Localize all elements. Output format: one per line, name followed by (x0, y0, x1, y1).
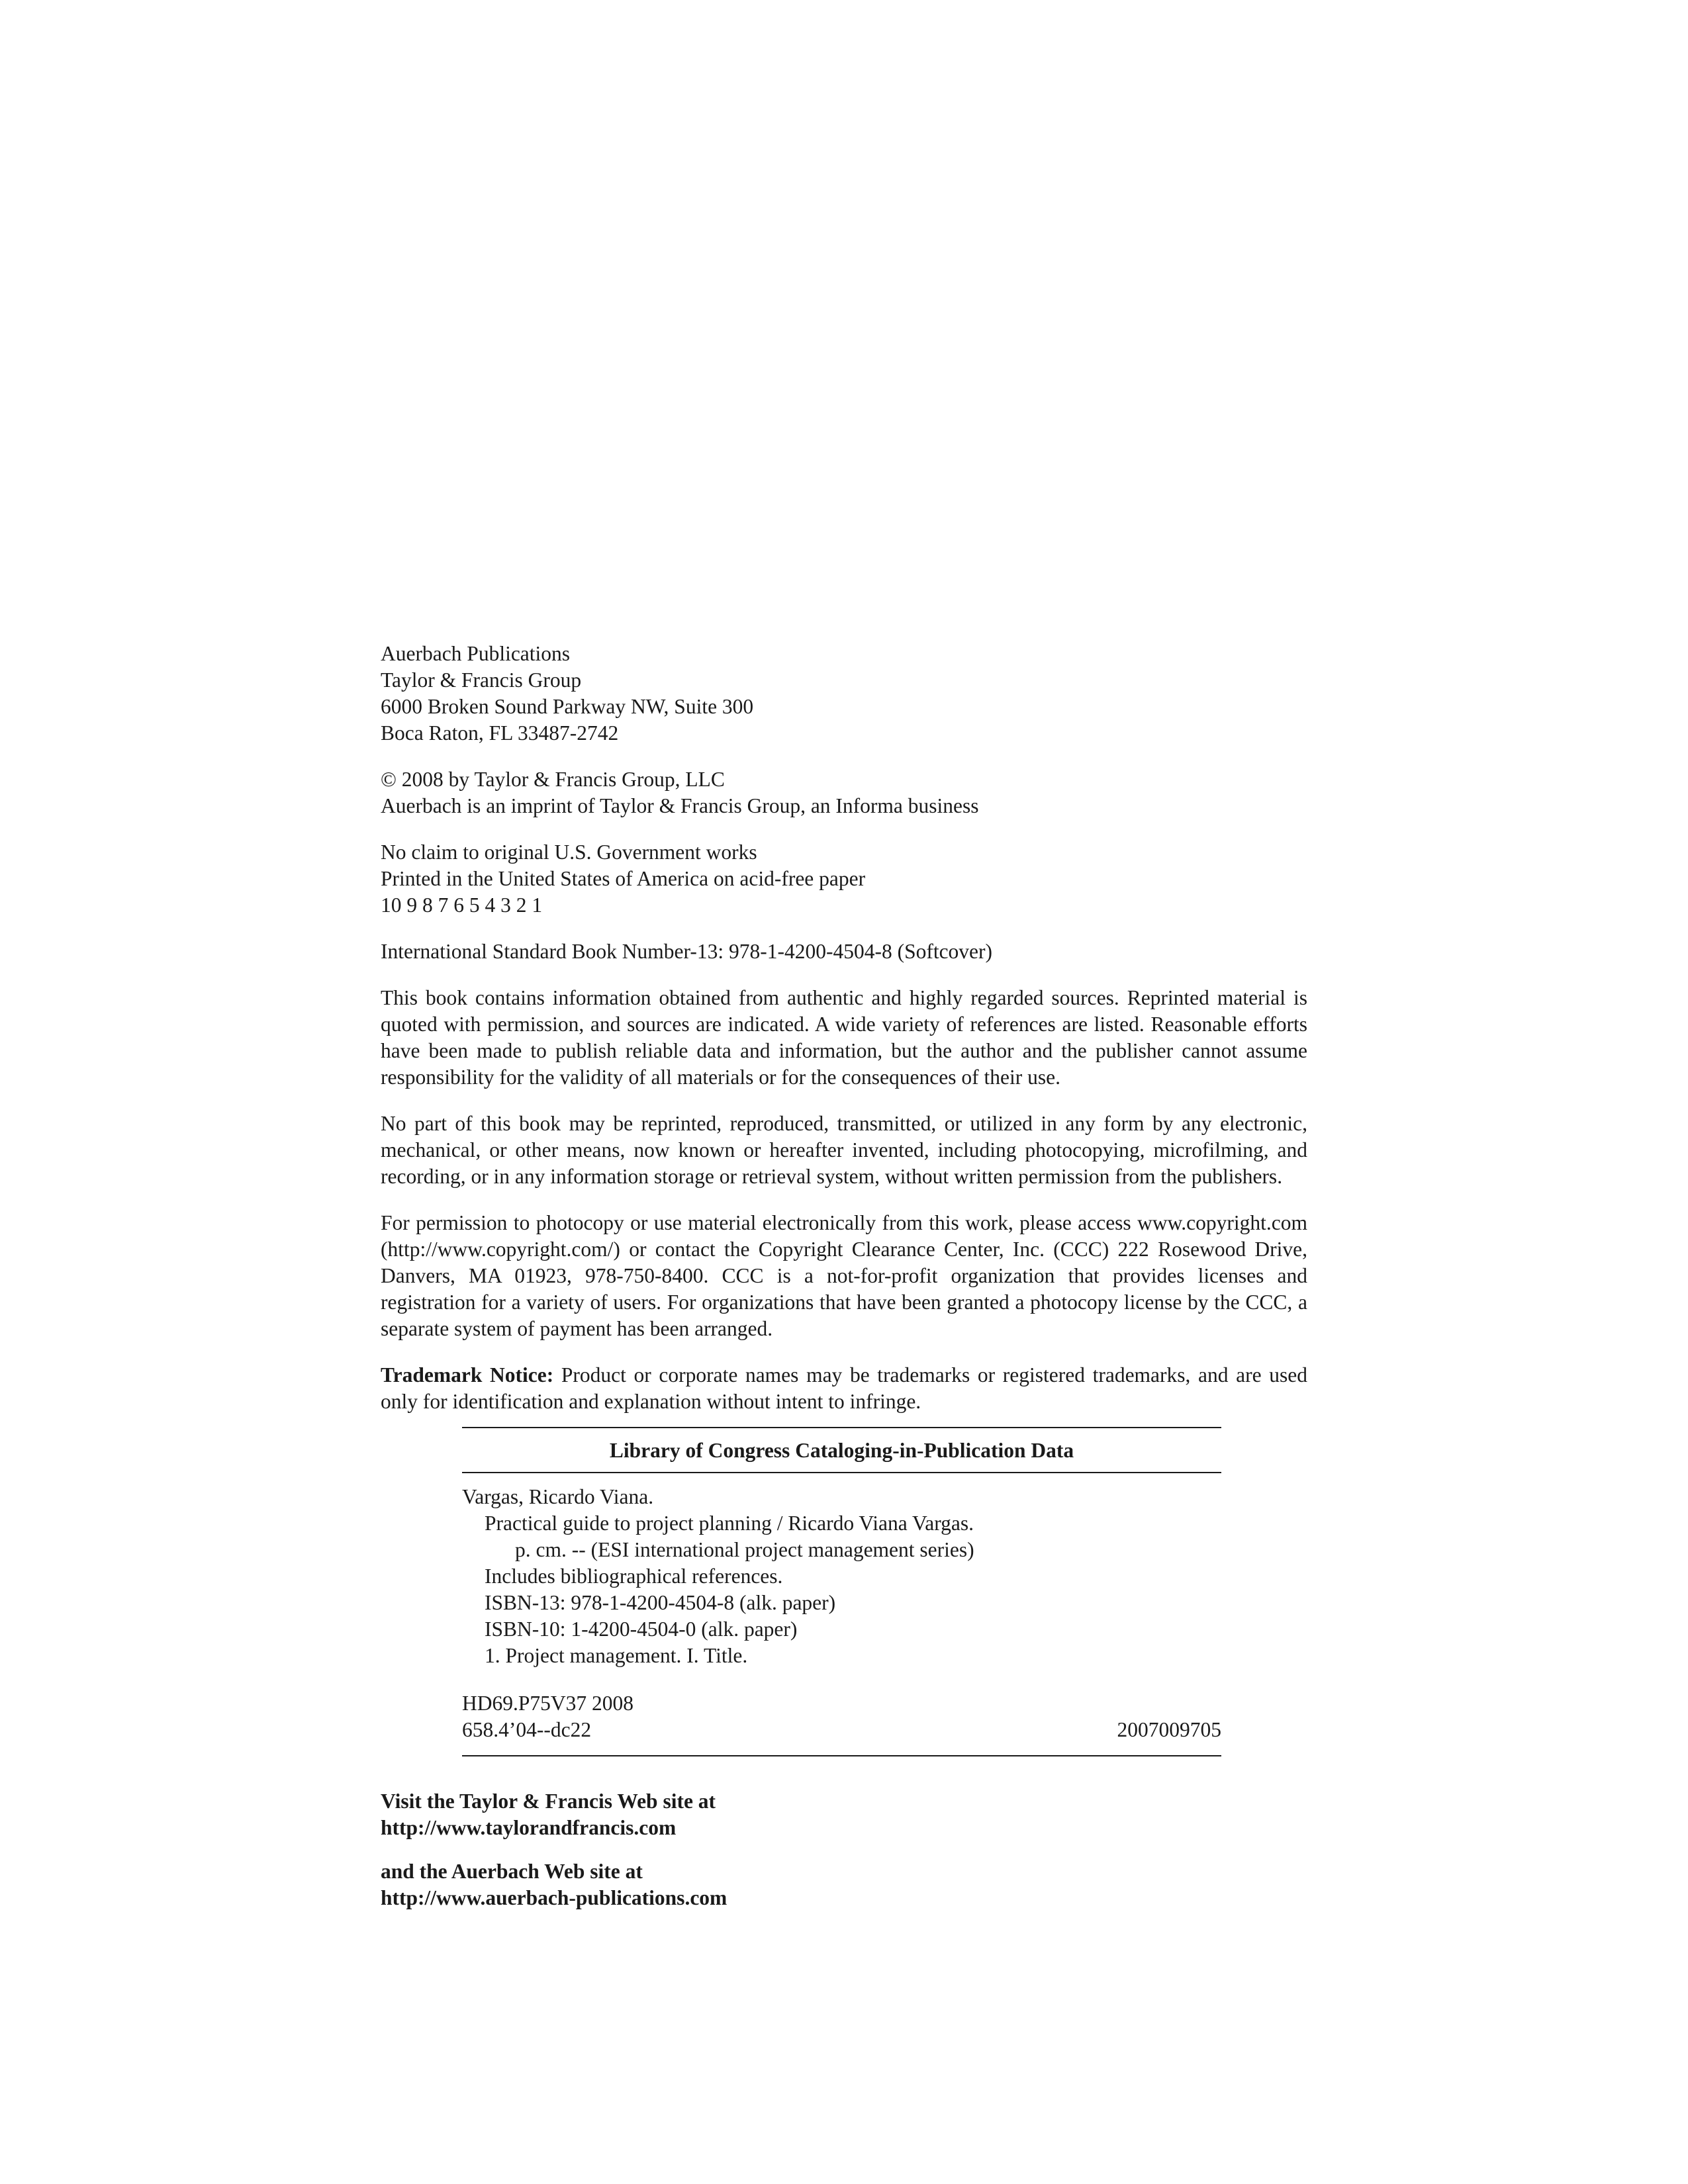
auerbach-web-label: and the Auerbach Web site at (381, 1860, 643, 1883)
publisher-name: Auerbach Publications (381, 642, 571, 665)
isbn-block (381, 938, 1307, 965)
imprint-line: Auerbach is an imprint of Taylor & Francis Group, an Informa business (381, 794, 979, 817)
cip-body (462, 1473, 1221, 1755)
cip-dewey: 658.4’04--dc22 (462, 1718, 592, 1741)
cip-heading: Library of Congress Cataloging-in-Publication Data (609, 1439, 1074, 1462)
cip-bibliography: Includes bibliographical references. (485, 1565, 783, 1588)
printed-in: Printed in the United States of America on acid-free paper (381, 867, 866, 890)
trademark-text: Product or corporate names may be trademarks or registered trademarks, and are used only for identification and explanation without intent to infringe. (381, 1363, 1307, 1413)
printing-numbers: 10 9 8 7 6 5 4 3 2 1 (381, 893, 543, 917)
trademark-label: Trademark Notice: (381, 1363, 554, 1387)
cip-isbn13: ISBN-13: 978-1-4200-4504-8 (alk. paper) (485, 1591, 836, 1614)
publisher-group: Taylor & Francis Group (381, 668, 582, 692)
publisher-address-line-2: Boca Raton, FL 33487-2742 (381, 721, 619, 745)
copyright-line: © 2008 by Taylor & Francis Group, LLC (381, 768, 725, 791)
cip-data-block (462, 1427, 1221, 1756)
cip-lccn: 2007009705 (1117, 1718, 1221, 1741)
copyright-text-block (381, 641, 1307, 1929)
permission-paragraph: For permission to photocopy or use material electronically from this work, please access www.​copyright.com (http://www.copyright.com/) or contact the Copyright Clearance Center, Inc. (CCC) 222 Rosewood Drive, Danvers, MA 01923, 978-750-8400. CCC is a not-for-profit organization that provides licenses and registration for a variety of users. For organizations that have been granted a photocopy license by the CCC, a separate system of payment has been arranged. (381, 1211, 1307, 1340)
trademark-paragraph (381, 1362, 1307, 1415)
cip-series: p. cm. -- (ESI international project management series) (515, 1538, 974, 1561)
cip-title: Practical guide to project planning / Ricardo Viana Vargas. (485, 1512, 974, 1535)
cip-subjects: 1. Project management. I. Title. (485, 1644, 748, 1667)
publisher-address (381, 641, 1307, 747)
tf-web-label: Visit the Taylor & Francis Web site at (381, 1790, 716, 1813)
government-claim: No claim to original U.S. Government works (381, 841, 757, 864)
web-sites (381, 1788, 1307, 1911)
publisher-address-line-1: 6000 Broken Sound Parkway NW, Suite 300 (381, 695, 754, 718)
tf-web-group (381, 1788, 1307, 1841)
printing-info (381, 839, 1307, 919)
cip-dewey-row (462, 1717, 1221, 1743)
auerbach-web-url: http://www.auerbach-publications.com (381, 1886, 727, 1909)
cip-classification (462, 1690, 1221, 1743)
isbn-line: International Standard Book Number-13: 978-1-4200-4504-8 (Softcover) (381, 940, 993, 963)
copyright-notice (381, 766, 1307, 819)
no-part-paragraph: No part of this book may be reprinted, reproduced, transmitted, or utilized in any form by any electronic, mechanical, or other means, now known or hereafter invented, including photocopying, microfilming, and recording, or in any information storage or retrieval system, without written permission from the publishers. (381, 1112, 1307, 1188)
cip-lc-class: HD69.P75V37 2008 (462, 1692, 634, 1715)
sources-paragraph: This book contains information obtained from authentic and highly regarded sources. Reprinted material is quoted with permission, and sources are indicated. A wide variety of references are listed. Reasonable efforts have been made to publish reliable data and information, but the author and the publisher cannot assume responsibility for the validity of all materials or for the consequences of their use. (381, 986, 1307, 1089)
cip-author: Vargas, Ricardo Viana. (462, 1485, 654, 1508)
auerbach-web-group (381, 1858, 1307, 1911)
tf-web-url: http://www.taylorandfrancis.com (381, 1816, 677, 1839)
cip-isbn10: ISBN-10: 1-4200-4504-0 (alk. paper) (485, 1617, 798, 1641)
cip-bottom-rule (462, 1755, 1221, 1756)
